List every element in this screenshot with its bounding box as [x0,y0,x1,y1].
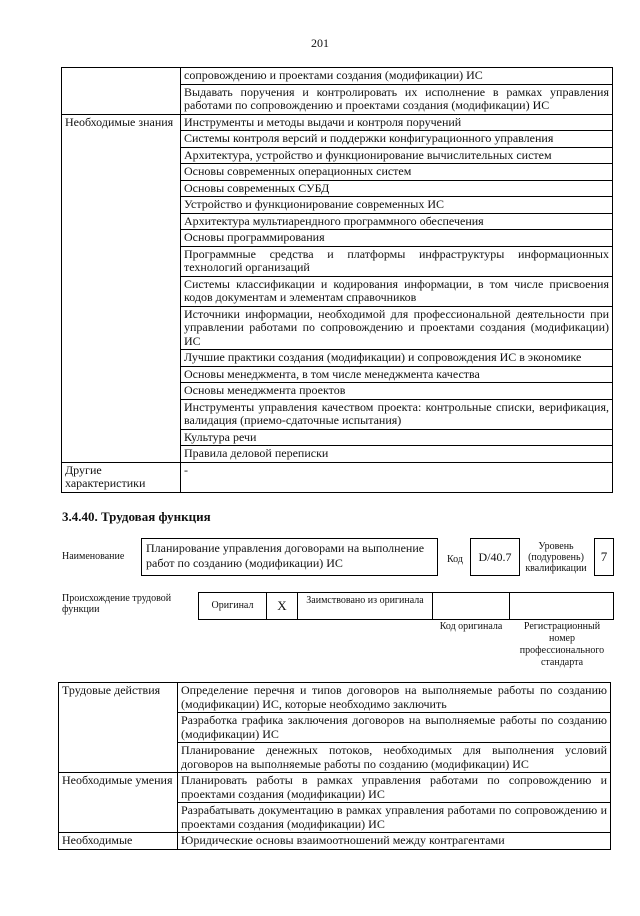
page-number: 201 [311,36,329,50]
table-row [62,462,613,492]
code-label: Код [447,554,463,565]
row-category: Другие характеристики [62,462,181,492]
row-value: Правила деловой переписки [181,446,613,463]
row-value: Основы менеджмента проектов [181,383,613,400]
row-value: Архитектура мультиарендного программного обеспечения [181,213,613,230]
row-value: Основы современных операционных систем [181,164,613,181]
original-cell: Оригинал [198,592,267,620]
original-mark-cell: X [266,592,298,620]
row-category: Необходимые умения [59,773,178,833]
row-value: Программные средства и платформы инфраструктуры информационных технологий организаций [181,246,613,276]
row-value: Лучшие практики создания (модификации) и сопровождения ИС в экономике [181,350,613,367]
table-row [59,773,611,803]
row-value: Основы менеджмента, в том числе менеджмента качества [181,366,613,383]
name-label: Наименование [62,551,125,562]
row-value: Определение перечня и типов договоров на выполняемые работы по созданию (модификации) ИС, которые необходимо заключить [178,683,611,713]
original-code-cell [432,592,510,620]
row-category [62,68,181,115]
row-category: Трудовые действия [59,683,178,773]
row-value: Системы классификации и кодирования информации, в том числе присвоения кодов документам и элементам справочников [181,276,613,306]
row-value: Основы современных СУБД [181,180,613,197]
table-row [59,833,611,850]
level-label: Уровень (подуровень) квалификации [525,541,587,574]
row-value: Планировать работы в рамках управления работами по сопровождению и проектами создания (модификации) ИС [178,773,611,803]
registration-number-cell [509,592,614,620]
section-title: 3.4.40. Трудовая функция [62,509,211,524]
row-value: Культура речи [181,429,613,446]
row-value: Инструменты и методы выдачи и контроля поручений [181,114,613,131]
row-value: сопровождению и проектами создания (модификации) ИС [181,68,613,85]
requirements-table-bottom [58,682,611,850]
table-row [62,114,613,131]
function-code-box: D/40.7 [470,538,520,576]
row-value: Разработка графика заключения договоров на выполняемые работы по созданию (модификации) ИС [178,713,611,743]
row-value: Основы программирования [181,230,613,247]
table-row [62,68,613,85]
registration-caption: Регистрационный номер профессионального стандарта [519,621,605,668]
row-value: Системы контроля версий и поддержки конфигурационного управления [181,131,613,148]
row-value: Разрабатывать документацию в рамках управления работами по сопровождению и проектами создания (модификации) ИС [178,803,611,833]
requirements-table-top [61,67,613,493]
row-value: Устройство и функционирование современных ИС [181,197,613,214]
row-value: Планирование денежных потоков, необходимых для выполнения условий договоров на выполняемые работы по созданию (модификации) ИС [178,743,611,773]
table-row [59,683,611,713]
borrowed-cell: Заимствовано из оригинала [297,592,433,620]
row-value: - [181,462,613,492]
function-name-box: Планирование управления договорами на выполнение работ по созданию (модификации) ИС [141,538,438,576]
row-category: Необходимые знания [62,114,181,462]
row-value: Архитектура, устройство и функционирование вычислительных систем [181,147,613,164]
row-category: Необходимые [59,833,178,850]
origin-label: Происхождение трудовой функции [62,593,172,615]
row-value: Юридические основы взаимоотношений между контрагентами [178,833,611,850]
row-value: Источники информации, необходимой для профессиональной деятельности при управлении работами по сопровождению и проектами создания (модификации) ИС [181,306,613,350]
row-value: Выдавать поручения и контролировать их исполнение в рамках управления работами по сопровождению и проектами создания (модификации) ИС [181,84,613,114]
row-value: Инструменты управления качеством проекта: контрольные списки, верификация, валидация (приемо-сдаточные испытания) [181,399,613,429]
code-caption: Код оригинала [439,621,503,632]
level-value-box: 7 [594,538,614,576]
